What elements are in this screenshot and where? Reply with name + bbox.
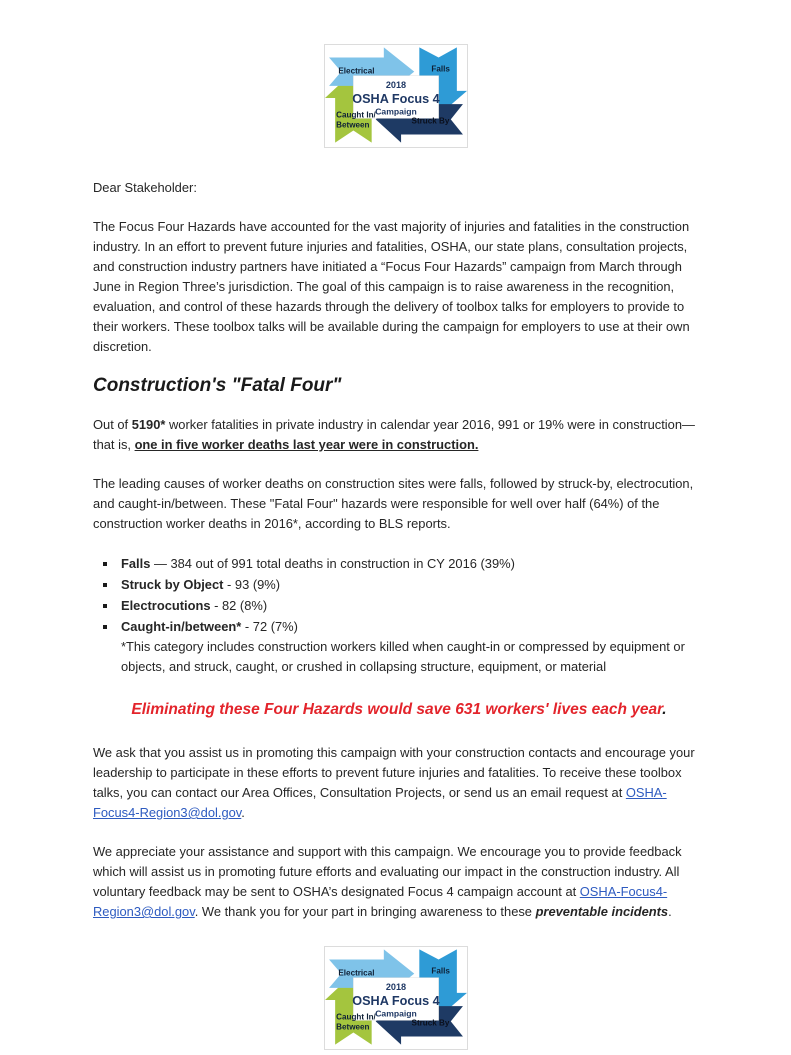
callout-period: . bbox=[662, 701, 667, 718]
struck-by-arrow-label: Struck By bbox=[411, 1018, 449, 1028]
promote-paragraph bbox=[93, 743, 705, 823]
logo-subtitle: Campaign bbox=[374, 106, 417, 117]
focus4-cycle-badge-icon bbox=[324, 946, 468, 1050]
feedback-seg3: . bbox=[668, 904, 672, 919]
square-bullet-icon bbox=[103, 562, 107, 566]
bullet-lead: Struck by Object bbox=[121, 577, 224, 592]
logo-subtitle: Campaign bbox=[374, 1008, 417, 1019]
focus4-cycle-badge-icon bbox=[324, 44, 468, 148]
focus4-email-link[interactable]: OSHA-Focus4-Region3@dol.gov bbox=[93, 785, 667, 820]
bullet-text: - 72 (7%) bbox=[241, 619, 298, 634]
caught-in-arrow-label-line1: Caught In/ bbox=[335, 1012, 376, 1022]
bullet-text: — 384 out of 991 total deaths in construction in CY 2016 (39%) bbox=[150, 556, 515, 571]
hazard-bullet-list bbox=[93, 553, 705, 637]
red-callout bbox=[93, 700, 705, 720]
intro-paragraph: The Focus Four Hazards have accounted for the vast majority of injuries and fatalities in the construction industry. In an effort to prevent future injuries and fatalities, OSHA, our state plans, consultation projects, and construction industry partners have initiated a “Focus Four Hazards” campaign from March through June in Region Three’s jurisdiction. The goal of this campaign is to raise awareness in the recognition, evaluation, and control of these hazards through the delivery of toolbox talks for employers to provide to their workers. These toolbox talks will be available during the campaign for employers to use at their own discretion. bbox=[93, 219, 690, 354]
list-item-electrocutions bbox=[103, 595, 705, 616]
bullet-lead: Electrocutions bbox=[121, 598, 211, 613]
caught-in-arrow-label-line1: Caught In/ bbox=[335, 110, 376, 120]
category-footnote: *This category includes construction workers killed when caught-in or compressed by equipment or objects, and struck, caught, or crushed in collapsing structure, equipment, or material bbox=[121, 639, 685, 674]
struck-by-arrow-label: Struck By bbox=[411, 116, 449, 126]
square-bullet-icon bbox=[103, 625, 107, 629]
fatal-four-heading: Construction's "Fatal Four" bbox=[93, 375, 342, 396]
bullet-text: - 93 (9%) bbox=[223, 577, 281, 592]
stats-seg1: Out of bbox=[93, 417, 132, 432]
logo-year: 2018 bbox=[385, 79, 406, 90]
bullet-lead: Caught-in/between* bbox=[121, 619, 242, 634]
electrical-arrow-label: Electrical bbox=[337, 968, 374, 978]
salutation: Dear Stakeholder: bbox=[93, 180, 197, 195]
osha-focus4-logo-bottom bbox=[0, 946, 791, 1055]
feedback-seg1: We appreciate your assistance and support with this campaign. We encourage you to provide feedback which will assist us in promoting future efforts and evaluating our impact in the construction industry. All voluntary feedback may be sent to OSHA’s designated Focus 4 campaign account at bbox=[93, 844, 682, 899]
logo-year: 2018 bbox=[385, 981, 406, 992]
list-item-caught-in-between bbox=[103, 616, 705, 637]
stats-paragraph bbox=[93, 415, 705, 455]
list-item-struck-by bbox=[103, 574, 705, 595]
preventable-incidents-emphasis: preventable incidents bbox=[535, 904, 669, 919]
falls-arrow-label: Falls bbox=[430, 966, 450, 976]
osha-focus4-logo-top bbox=[0, 0, 791, 153]
square-bullet-icon bbox=[103, 604, 107, 608]
stats-total-fatalities: 5190* bbox=[131, 417, 166, 432]
callout-text: Eliminating these Four Hazards would save 631 workers' lives each year bbox=[131, 701, 663, 718]
stats-seg2: worker fatalities in private industry in calendar year 2016, 991 or 19% were in construction—that is, bbox=[93, 417, 695, 452]
stats-key-fact: one in five worker deaths last year were in construction. bbox=[134, 437, 479, 452]
caught-in-arrow-label-line2: Between bbox=[335, 1022, 370, 1032]
list-item-falls bbox=[103, 553, 705, 574]
bullet-text: - 82 (8%) bbox=[210, 598, 268, 613]
bullet-lead: Falls bbox=[121, 556, 151, 571]
letter-body bbox=[93, 178, 705, 922]
focus4-email-link[interactable]: OSHA-Focus4-Region3@dol.gov bbox=[93, 884, 668, 919]
falls-arrow-label: Falls bbox=[430, 64, 450, 74]
promote-seg1: We ask that you assist us in promoting this campaign with your construction contacts and encourage your leadership to participate in these efforts to prevent future injuries and fatalities. To receive these toolbox talks, you can contact our Area Offices, Consultation Projects, or send us an email request at bbox=[93, 745, 695, 800]
feedback-paragraph bbox=[93, 842, 705, 922]
caught-in-arrow-label-line2: Between bbox=[335, 120, 370, 130]
square-bullet-icon bbox=[103, 583, 107, 587]
causes-paragraph: The leading causes of worker deaths on construction sites were falls, followed by struck-by, electrocution, and caught-in/between. These "Fatal Four" hazards were responsible for well over half (64%) of the construction worker deaths in 2016*, according to BLS reports. bbox=[93, 476, 694, 531]
promote-seg2: . bbox=[241, 805, 245, 820]
logo-title: OSHA Focus 4 bbox=[351, 994, 440, 1009]
logo-title: OSHA Focus 4 bbox=[351, 92, 440, 107]
feedback-seg2: . We thank you for your part in bringing awareness to these bbox=[194, 904, 536, 919]
electrical-arrow-label: Electrical bbox=[337, 66, 374, 76]
